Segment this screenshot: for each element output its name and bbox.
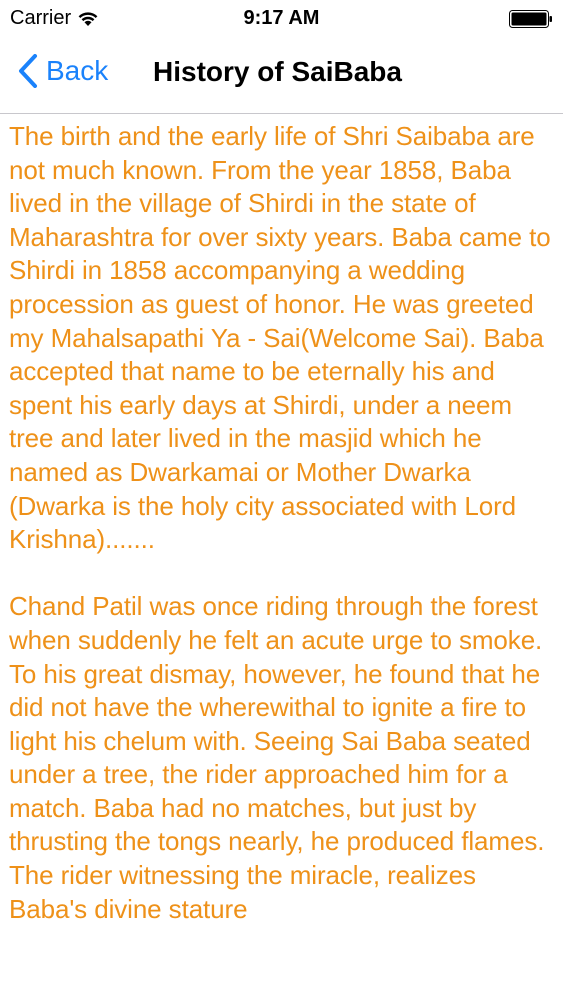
- back-label: Back: [46, 55, 109, 86]
- status-bar: [0, 0, 563, 40]
- paragraph-spacer: [9, 557, 559, 591]
- page-title: History of SaiBaba: [153, 56, 402, 87]
- paragraph-chand-patil: Chand Patil was once riding through the forest when suddenly he felt an acute urge to smoke. To his great dismay, however, he found that he did not have the wherewithal to ignite a fire to light his chelum with. Seeing Sai Baba seated under a tree, the rider approached him for a match. Baba had no matches, but just by thrusting the tongs nearly, he produced flames. The rider witnessing the miracle, realizes Baba's divine stature: [9, 591, 545, 924]
- back-button[interactable]: [18, 54, 108, 88]
- paragraph-early-life: The birth and the early life of Shri Saibaba are not much known. From the year 1858, Baba lived in the village of Shirdi in the state of Maharashtra for over sixty years. Baba came to Shirdi in 1858 accompanying a wedding procession as guest of honor. He was greeted my Mahalsapathi Ya - Sai(Welcome Sai). Baba accepted that name to be eternally his and spent his early days at Shirdi, under a neem tree and later lived in the masjid which he named as Dwarkamai or Mother Dwarka (Dwarka is the holy city associated with Lord Krishna).......: [9, 121, 551, 555]
- status-time: 9:17 AM: [243, 7, 320, 29]
- carrier-label: Carrier: [10, 7, 72, 29]
- history-text: [9, 120, 559, 926]
- battery-icon: [509, 10, 553, 28]
- chevron-left-icon: [18, 54, 38, 88]
- navigation-bar: [0, 40, 563, 114]
